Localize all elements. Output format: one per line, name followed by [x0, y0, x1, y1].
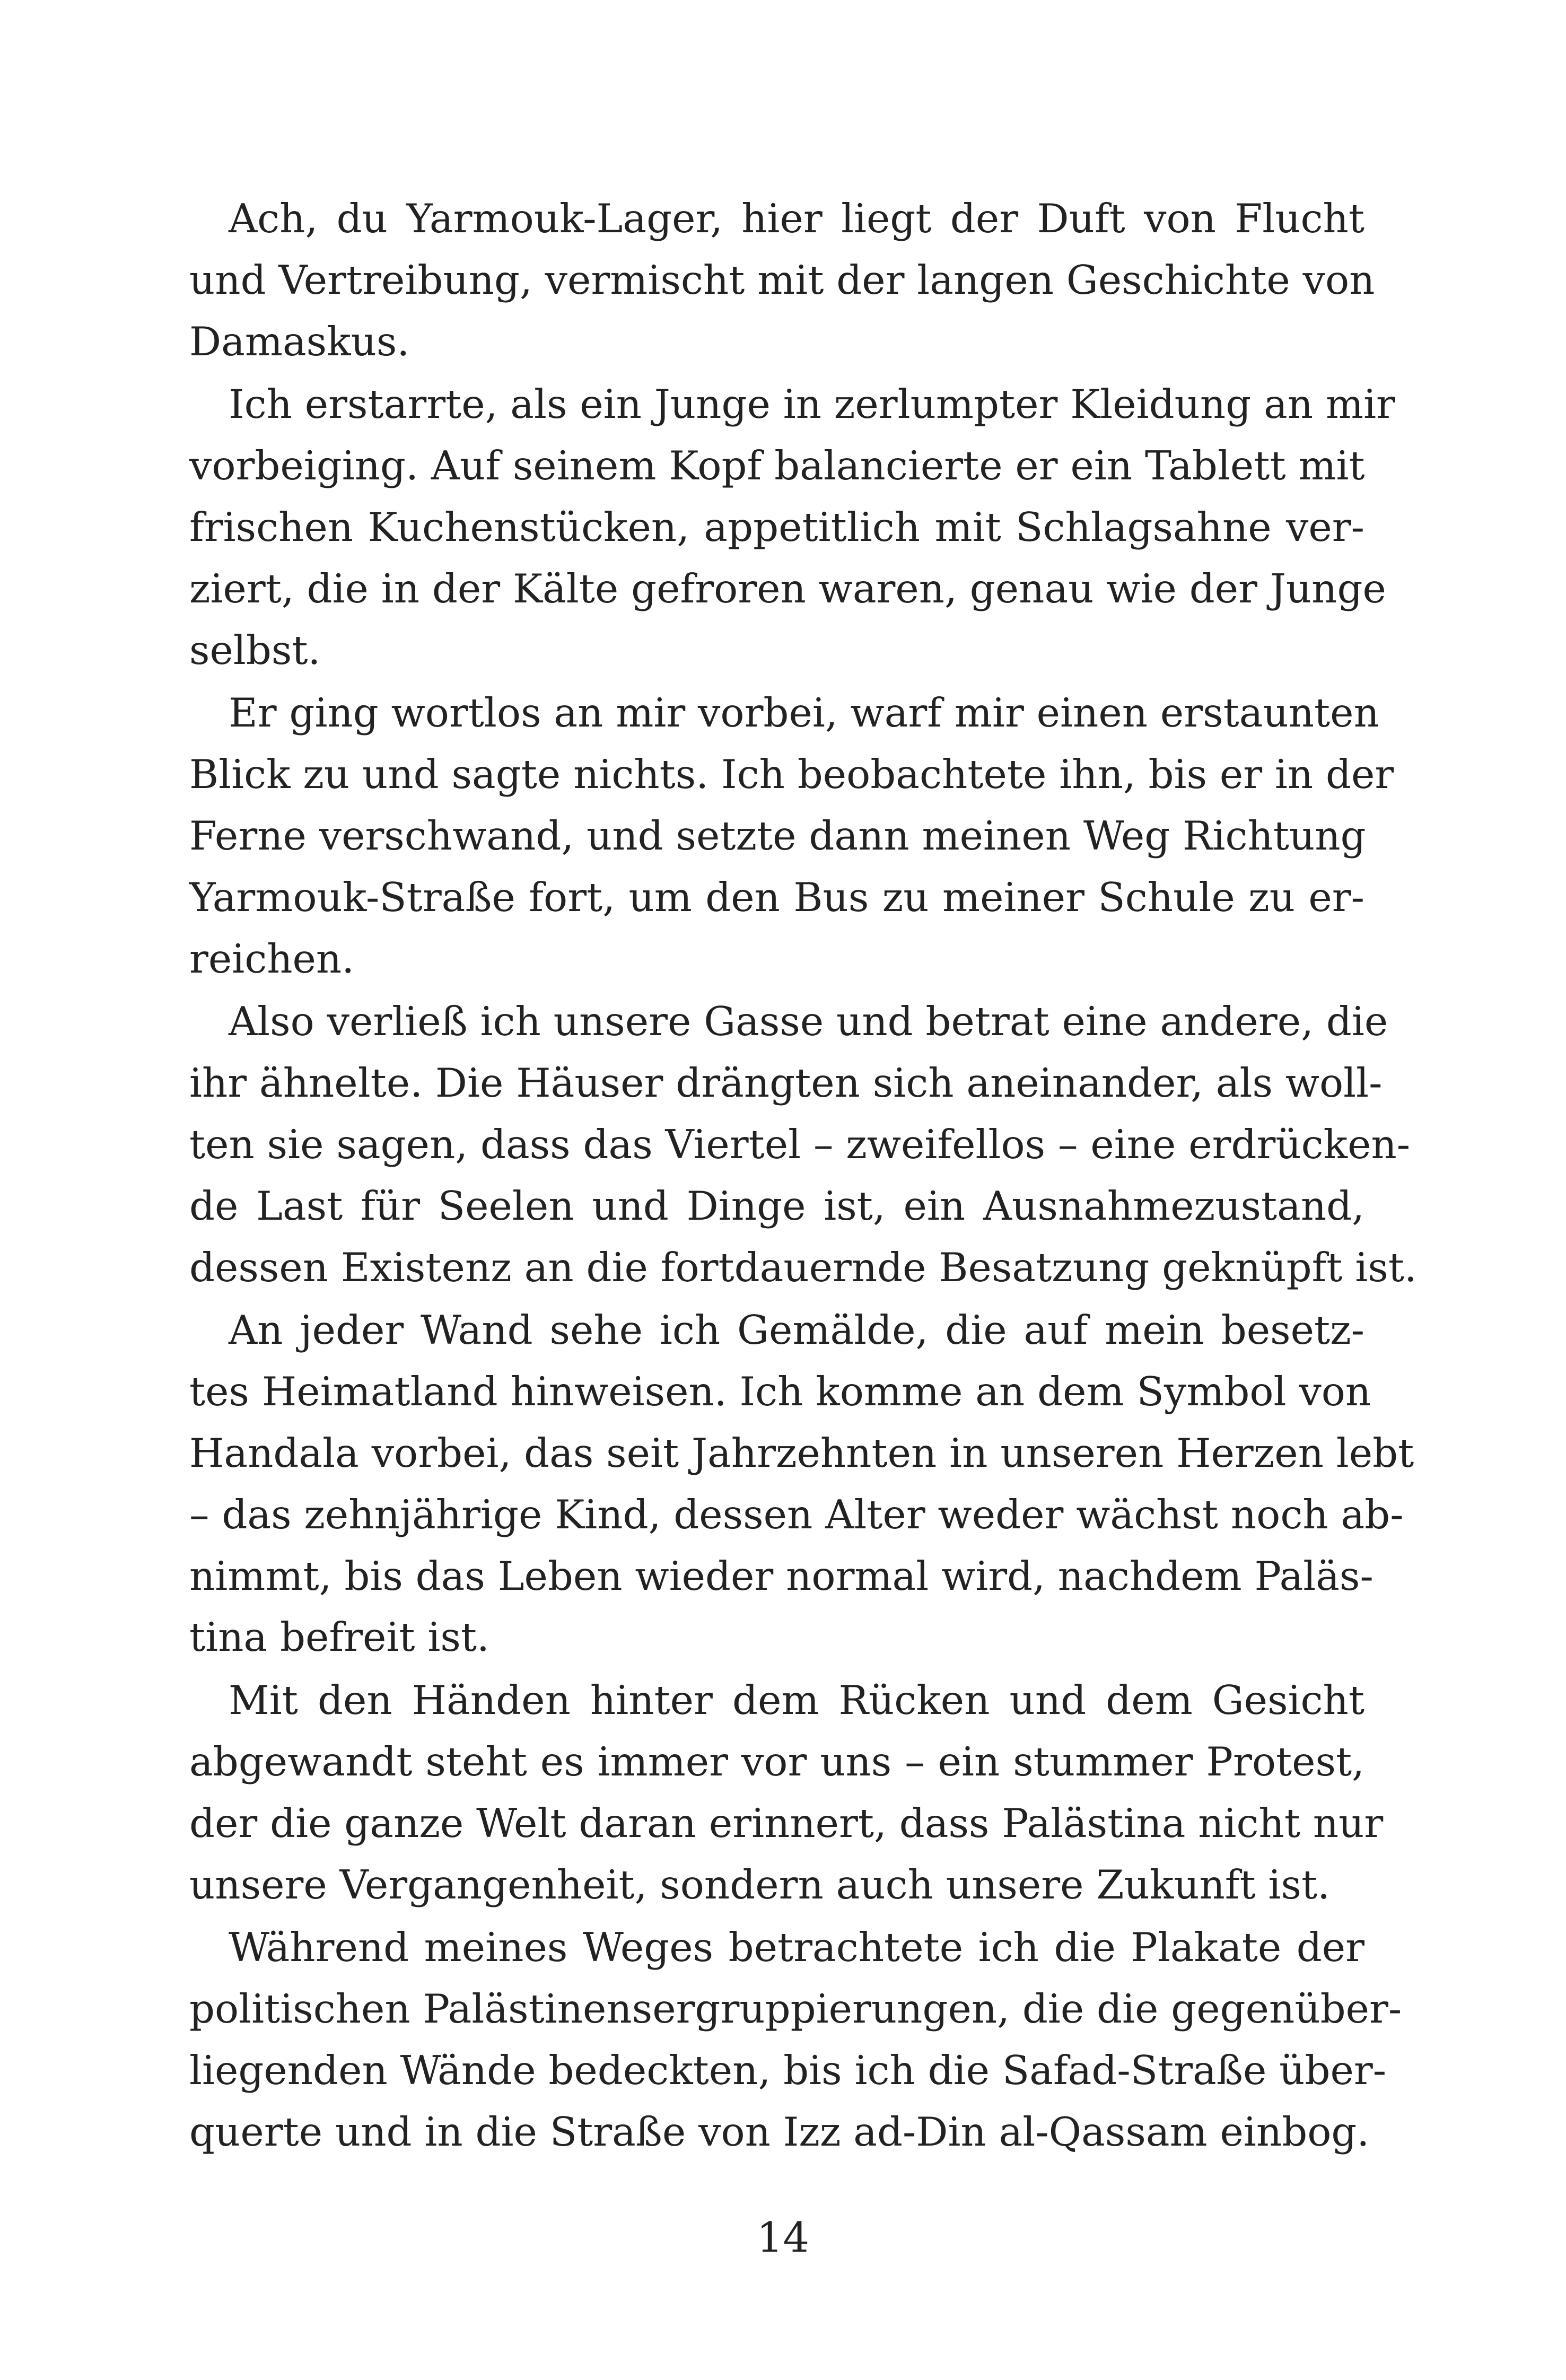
text-line: Handala vorbei, das seit Jahrzehnten in unseren Herzen lebt [189, 1429, 1414, 1476]
text-line: ten sie sagen, dass das Viertel – zweifellos – eine erdrücken- [189, 1121, 1411, 1168]
text-line: – das zehnjährige Kind, dessen Alter weder wächst noch ab- [189, 1491, 1404, 1538]
paragraph-5 [189, 1300, 1414, 1668]
text-line: liegenden Wände bedeckten, bis ich die Safad-Straße über- [189, 2046, 1387, 2094]
text-line: querte und in die Straße von Izz ad-Din al-Qassam einbog. [189, 2108, 1370, 2155]
text-line: abgewandt steht es immer vor uns – ein stummer Protest, [189, 1738, 1364, 1785]
text-line: Ich erstarrte, als ein Junge in zerlumpter Kleidung an mir [229, 381, 1395, 428]
paragraph-7 [189, 1917, 1402, 2163]
text-line: ziert, die in der Kälte gefroren waren, genau wie der Junge [189, 565, 1386, 612]
text-line: der die ganze Welt daran erinnert, dass Palästina nicht nur [189, 1799, 1384, 1847]
text-line: politischen Palästinensergruppierungen, die die gegenüber- [189, 1985, 1402, 2033]
text-line: unsere Vergangenheit, sondern auch unsere Zukunft ist. [189, 1861, 1331, 1908]
text-line: de Last für Seelen und Dinge ist, ein Ausnahmezustand, [189, 1182, 1364, 1229]
text-line: Also verließ ich unsere Gasse und betrat eine andere, die [229, 998, 1388, 1045]
text-line: Ferne verschwand, und setzte dann meinen Weg Richtung [189, 812, 1366, 859]
paragraph-1 [189, 188, 1375, 372]
paragraph-6 [189, 1670, 1384, 1915]
text-line: und Vertreibung, vermischt mit der langen Geschichte von [189, 256, 1375, 303]
text-line: vorbeiging. Auf seinem Kopf balancierte er ein Tablett mit [189, 442, 1365, 489]
paragraph-2 [189, 374, 1395, 681]
text-line: selbst. [189, 626, 321, 673]
text-line: Mit den Händen hinter dem Rücken und dem Gesicht [229, 1677, 1364, 1724]
text-line: dessen Existenz an die fortdauernde Besatzung geknüpft ist. [189, 1244, 1417, 1291]
text-line: Damaskus. [189, 318, 410, 365]
paragraph-4 [189, 991, 1417, 1298]
text-line: frischen Kuchenstücken, appetitlich mit Schlagsahne ver- [189, 503, 1364, 550]
text-line: nimmt, bis das Leben wieder normal wird, nachdem Paläs- [189, 1552, 1373, 1599]
body-text [189, 188, 1417, 2165]
text-line: Er ging wortlos an mir vorbei, warf mir einen erstaunten [229, 689, 1379, 737]
text-line: reichen. [189, 935, 355, 982]
text-line: Blick zu und sagte nichts. Ich beobachtete ihn, bis er in der [189, 751, 1394, 798]
text-line: tes Heimatland hinweisen. Ich komme an dem Symbol von [189, 1368, 1371, 1415]
text-line: An jeder Wand sehe ich Gemälde, die auf mein besetz- [229, 1307, 1364, 1354]
text-line: ihr ähnelte. Die Häuser drängten sich aneinander, als woll- [189, 1060, 1383, 1107]
paragraph-3 [189, 682, 1394, 990]
text-line: tina befreit ist. [189, 1614, 489, 1661]
text-line: Während meines Weges betrachtete ich die Plakate der [229, 1924, 1364, 1971]
page-number: 14 [756, 2214, 810, 2262]
text-line: Yarmouk-Straße fort, um den Bus zu meiner Schule zu er- [189, 873, 1364, 921]
text-line: Ach, du Yarmouk-Lager, hier liegt der Duft von Flucht [229, 195, 1364, 242]
